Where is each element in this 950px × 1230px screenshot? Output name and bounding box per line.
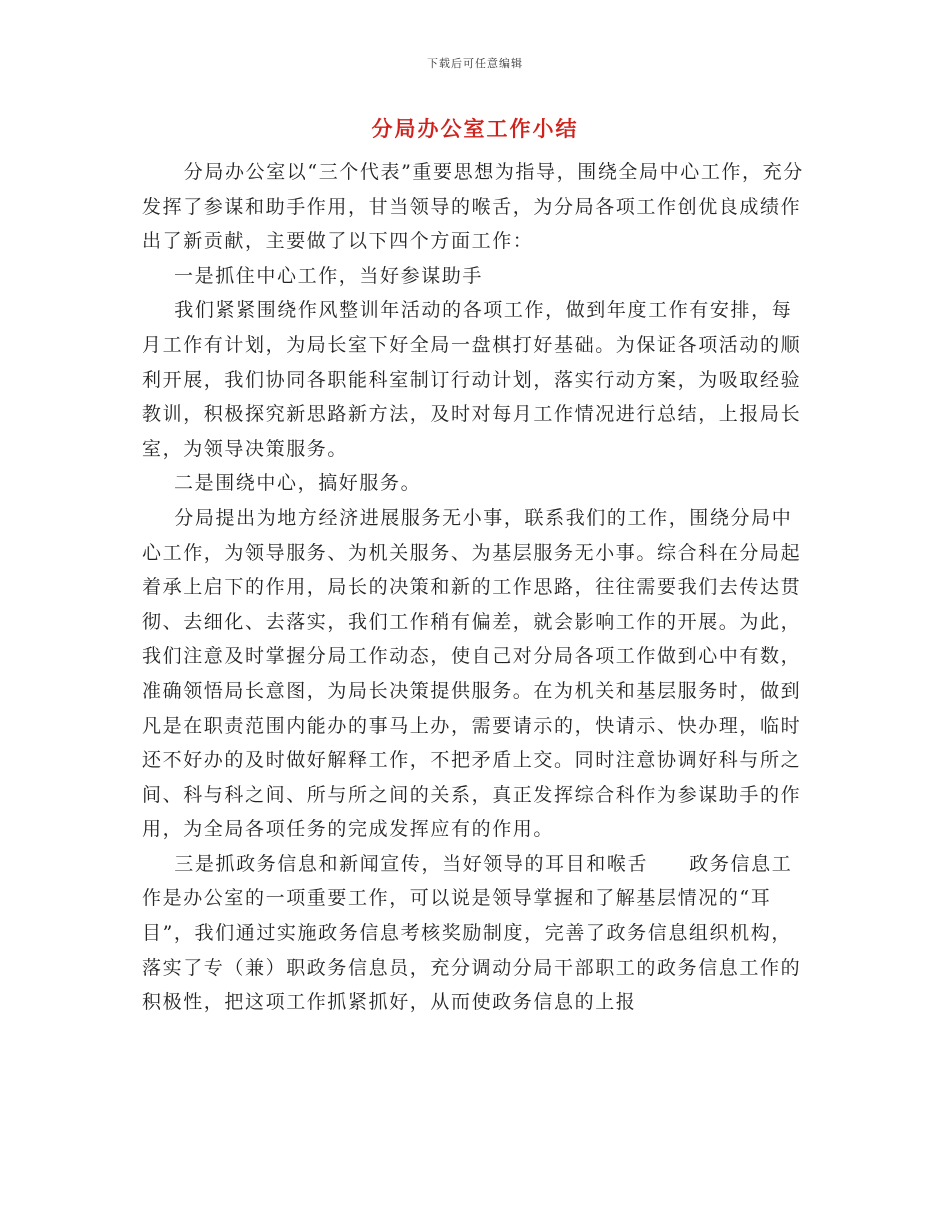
section-heading-2: 二是围绕中心，搞好服务。 — [174, 472, 422, 495]
document-body — [142, 155, 808, 1020]
header-note: 下载后可任意编辑 — [427, 57, 523, 70]
section-1-paragraph: 我们紧紧围绕作风整训年活动的各项工作，做到年度工作有安排，每月工作有计划，为局长室下好全局一盘棋打好基础。为保证各项活动的顺利开展，我们协同各职能科室制订行动计划，落实行动方案，为吸取经验教训，积极探究新思路新方法，及时对每月工作情况进行总结，上报局长室，为领导决策服务。 — [142, 299, 802, 460]
document-title: 分局办公室工作小结 — [371, 116, 579, 141]
intro-paragraph: 分局办公室以“三个代表”重要思想为指导，围绕全局中心工作，充分发挥了参谋和助手作用，甘当领导的喉舌，为分局各项工作创优良成绩作出了新贡献，主要做了以下四个方面工作： — [142, 161, 804, 253]
section-2-paragraph: 分局提出为地方经济进展服务无小事，联系我们的工作，围绕分局中心工作，为领导服务、为机关服务、为基层服务无小事。综合科在分局起着承上启下的作用，局长的决策和新的工作思路，往往需要我们去传达贯彻、去细化、去落实，我们工作稍有偏差，就会影响工作的开展。为此，我们注意及时掌握分局工作动态，使自己对分局各项工作做到心中有数，准确领悟局长意图，为局长决策提供服务。在为机关和基层服务时，做到凡是在职责范围内能办的事马上办，需要请示的，快请示、快办理，临时还不好办的及时做好解释工作，不把矛盾上交。同时注意协调好科与所之间、科与科之间、所与所之间的关系，真正发挥综合科作为参谋助手的作用，为全局各项任务的完成发挥应有的作用。 — [142, 506, 802, 841]
section-heading-1: 一是抓住中心工作，当好参谋助手 — [174, 264, 484, 287]
section-3-paragraph: 三是抓政务信息和新闻宣传，当好领导的耳目和喉舌 政务信息工作是办公室的一项重要工作，可以说是领导掌握和了解基层情况的“耳目”，我们通过实施政务信息考核奖励制度，完善了政务信息组织机构，落实了专（兼）职政务信息员，充分调动分局干部职工的政务信息工作的积极性，把这项工作抓紧抓好，从而使政务信息的上报 — [142, 852, 802, 1014]
